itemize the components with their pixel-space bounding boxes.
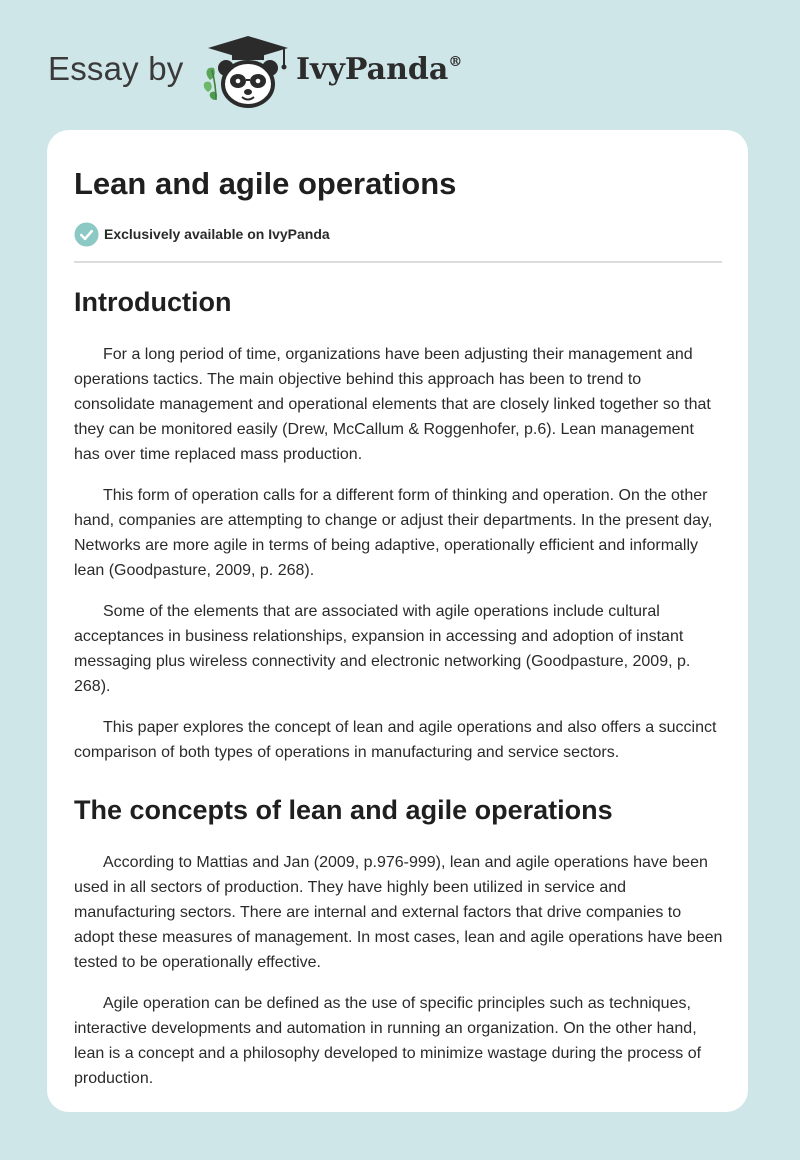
section-heading-introduction: Introduction	[74, 287, 232, 317]
page-title: Lean and agile operations	[74, 166, 457, 201]
section-heading-concepts: The concepts of lean and agile operations	[74, 795, 613, 825]
paragraph: According to Mattias and Jan (2009, p.976-999), lean and agile operations have been used in all sectors of production. They have highly been utilized in service and manufacturing sectors. There are internal and external factors that drive companies to adopt these measures of management. In most cases, lean and agile operations have been tested to be operationally effective.	[74, 854, 723, 971]
paragraph: This paper explores the concept of lean and agile operations and also offers a succinct comparison of both types of operations in manufacturing and service sectors.	[74, 719, 717, 761]
site-header	[48, 34, 468, 110]
brand-prefix: Essay by	[48, 50, 184, 87]
essay-card	[47, 130, 748, 1112]
check-circle-icon	[74, 222, 99, 247]
paragraph: For a long period of time, organizations have been adjusting their management and operations tactics. The main objective behind this approach has been to trend to consolidate management and operational elements that are closely linked together so that they can be monitored easily (Drew, McCallum & Roggenhofer, p.6). Lean management has over time replaced mass production.	[74, 346, 711, 463]
panda-logo-icon[interactable]	[200, 34, 296, 110]
paragraph: Some of the elements that are associated with agile operations include cultural acceptances in business relationships, expansion in accessing and adoption of instant messaging plus wireless connectivity and electronic networking (Goodpasture, 2009, p. 268).	[74, 603, 691, 695]
paragraph: Agile operation can be defined as the use of specific principles such as techniques, interactive developments and automation in running an organization. On the other hand, lean is a concept and a philosophy developed to minimize wastage during the process of production.	[74, 995, 702, 1087]
divider	[74, 261, 722, 263]
paragraph: This form of operation calls for a different form of thinking and operation. On the other hand, companies are attempting to change or adjust their departments. In the present day, Networks are more agile in terms of being adaptive, operationally efficient and informally lean (Goodpasture, 2009, p. 268).	[74, 487, 713, 579]
brand-name[interactable]	[296, 52, 462, 87]
availability-badge	[74, 221, 330, 247]
brand-name-text: IvyPanda	[296, 52, 449, 87]
registered-mark: ®	[448, 54, 463, 70]
availability-text: Exclusively available on IvyPanda	[104, 226, 330, 242]
essay-body	[74, 282, 723, 1107]
